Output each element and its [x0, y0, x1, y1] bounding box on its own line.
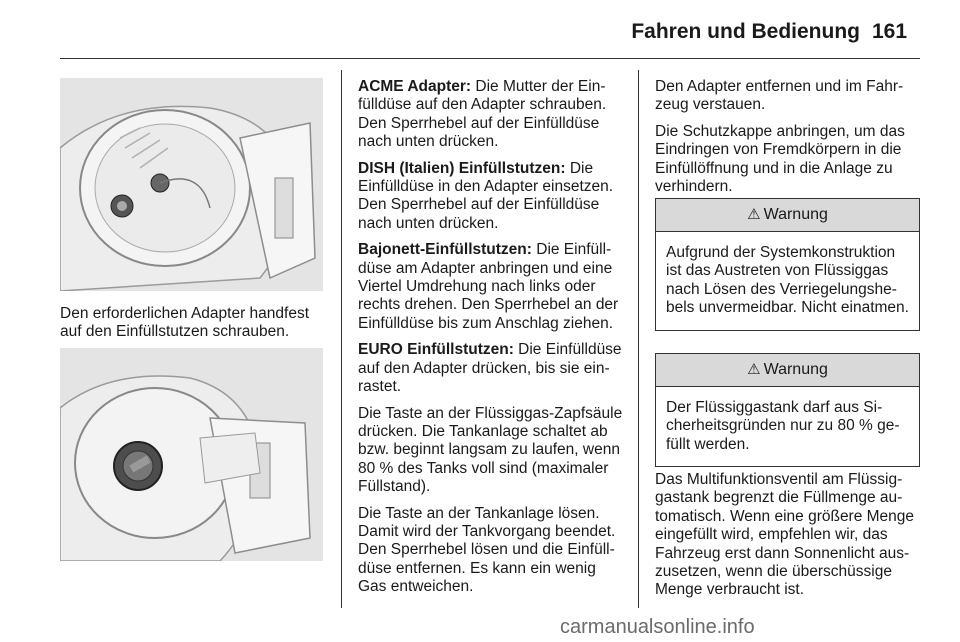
paragraph-release-button: Die Taste an der Tankanlage lösen. Damit wird der Tankvorgang beendet. Den Sperrhebel lösen und die Einfülldüse entfernen. Es kann ein wenig Gas entweichen. [358, 504, 616, 596]
paragraph-dish-filler: DISH (Italien) Einfüllstutzen: Die Einfülldüse in den Adapter einsetzen. Den Sperrhebel auf der Einfülldüse nach unten drücken. [358, 159, 614, 232]
warning-text: Aufgrund der Systemkonstruktion ist das Austreten von Flüssiggas nach Lösen des Verriegelungshebels unvermeidbar. Nicht einatmen. [666, 244, 909, 317]
column-divider-2 [638, 70, 639, 608]
illustration-filler-adapter [60, 348, 323, 561]
paragraph-pump-button: Die Taste an der Flüssiggas-Zapfsäule drücken. Die Tankanlage schaltet ab bzw. beginnt langsam zu laufen, wenn 80 % des Tanks voll sind (maximaler Füllstand). [358, 404, 623, 496]
page-number: 161 [872, 20, 908, 43]
warning-text: Der Flüssiggastank darf aus Sicherheitsgründen nur zu 80 % gefüllt werden. [666, 399, 900, 453]
illustration-fuel-filler-cap [60, 78, 323, 291]
paragraph-protective-cap: Die Schutzkappe anbringen, um das Eindringen von Fremdkörpern in die Einfüllöffnung und in die Anlage zu verhindern. [655, 122, 905, 196]
warning-header [656, 354, 919, 387]
warning-triangle-icon: ⚠ [747, 206, 761, 223]
paragraph-acme-adapter: ACME Adapter: Die Mutter der Einfülldüse auf den Adapter schrauben. Den Sperrhebel auf der Einfülldüse nach unten drücken. [358, 78, 607, 151]
column-3-bottom [655, 471, 923, 608]
paragraph-multifunction-valve: Das Multifunktionsventil am Flüssiggastank begrenzt die Füllmenge automatisch. Wenn eine größere Menge eingefüllt wird, empfehlen wir, das Fahrzeug erst dann Sonnenlicht auszusetzen, wenn die überschüssige Menge verbraucht ist. [655, 471, 915, 599]
watermark-text: carmanualsonline.info [560, 616, 755, 638]
column-2 [358, 78, 624, 605]
warning-triangle-icon: ⚠ [747, 361, 761, 378]
warning-box-2 [655, 353, 920, 467]
header-rule [60, 58, 920, 59]
column-3 [655, 78, 921, 204]
warning-header [656, 199, 919, 232]
paragraph-bayonet-filler: Bajonett-Einfüllstutzen: Die Einfülldüse am Adapter anbringen und eine Viertel Umdrehung nach links oder rechts drehen. Den Sperrhebel an der Einfülldüse bis zum Anschlag ziehen. [358, 241, 619, 332]
warning-box-1 [655, 198, 920, 331]
column-1 [60, 305, 325, 350]
paragraph-euro-filler: EURO Einfüllstutzen: Die Einfülldüse auf den Adapter drücken, bis sie einrastet. [358, 341, 622, 396]
paragraph-remove-adapter: Den Adapter entfernen und im Fahrzeug verstauen. [655, 78, 904, 114]
column-divider-1 [341, 70, 342, 608]
warning-title: Warnung [763, 361, 828, 378]
section-title: Fahren und Bedienung [631, 20, 860, 43]
figure-caption: Den erforderlichen Adapter handfest auf den Einfüllstutzen schrauben. [60, 305, 310, 341]
warning-title: Warnung [763, 206, 828, 223]
